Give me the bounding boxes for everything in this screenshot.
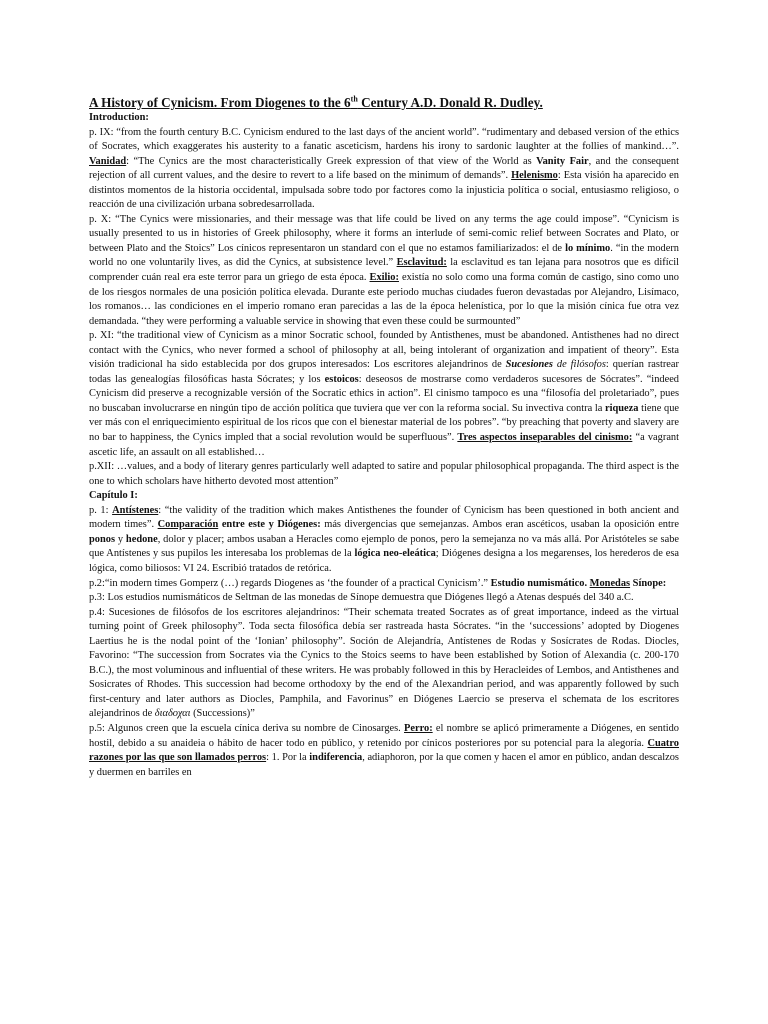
text-run: ; Diógenes designa a los megarenses, los herederos de esa lógica, como biliosos: VI 24. Escribió tratados de retórica. <box>89 548 679 574</box>
text-run: , adiaphoron, por la que comen y hacen el amor en público, andan descalzos y duermen en barriles en <box>89 752 679 778</box>
text-run: , and the consequent rejection of all current values, and the desire to revert to a life based on the minimum of demands”. <box>89 155 679 182</box>
text-run: : Esta visión ha aparecido en distintos momentos de la historia occidental, impulsada sobre todo por factores como la injusticia política o social, entusiasmo religioso, o reacción de una civilización urbana sobredesarrollada. <box>89 170 679 211</box>
chapter-heading: Capítulo I: <box>89 490 138 502</box>
title-text: A History of Cynicism. From Diogenes to the 6 <box>89 95 351 110</box>
text-run: entre este y Diógenes: <box>218 519 321 531</box>
text-run: p.5: Algunos creen que la escuela cínica deriva su nombre de Cinosarges. <box>89 722 404 734</box>
paragraph-p-3 <box>89 591 679 606</box>
text-run: Vanidad <box>89 155 127 167</box>
text-run: p. IX: “from the fourth century B.C. Cynicism endured to the last days of the ancient world”. “rudimentary and debased version of the ethics of Socrates, which exaggerates his austerity to a fanatic asceticism, hardens his irony to sardonic laughter at the follies of mankind…”. <box>89 126 679 153</box>
title-superscript: th <box>350 94 358 104</box>
text-run: indiferencia <box>309 752 363 764</box>
document-page <box>89 94 679 780</box>
text-run: Sínope: <box>630 577 667 589</box>
text-run: Cuatro razones por las que son llamados perros <box>89 737 679 764</box>
text-run: Comparación <box>157 519 219 531</box>
text-run: p.XII: …values, and a body of literary genres particularly well adapted to satire and popular philosophical propaganda. The third aspect is the one to which scholars have hitherto devoted most attention” <box>89 461 679 487</box>
paragraph-p-4 <box>89 606 679 722</box>
text-run: Helenismo <box>511 170 558 182</box>
text-run: Sucesiones <box>505 359 553 371</box>
text-run: “a vagrant ascetic life, an assault on all established… <box>89 432 680 458</box>
text-run: p. X: “The Cynics were missionaries, and their message was that life could be lived on any terms the age could impose”. “Cynicism is usually presented to us in histories of Greek philosophy, where it forms an interlude of semi-comic relief between Socrates and Plato, or between Plato and the Stoics” Los cínicos representaron un standard con el que no estamos familiarizados: el de <box>89 213 679 254</box>
text-run: el nombre se aplicó primeramente a Diógenes, en sentido hostil, debido a su anaideia o hábito de hacer todo en público, y retenido por cínicos posteriores por su potencial para la alegoría. <box>89 722 679 749</box>
text-run: hedone <box>125 533 158 545</box>
text-run: tiene que ver más con el enriquecimiento espiritual de los ricos que con el bienestar material de los pobres”. “by preaching that poverty and slavery are no bar to happiness, the Cynics impled that a social revolution would be superfluous”. <box>89 402 679 444</box>
text-run: : querían rastrear todas las genealogías filosóficas hasta Sócrates; y los <box>89 359 679 385</box>
introduction-heading: Introduction: <box>89 112 149 123</box>
text-run: : 1. Por la <box>266 752 310 764</box>
paragraph-p-ix <box>89 126 679 213</box>
paragraph-p-2 <box>89 577 679 592</box>
paragraph-p-xi <box>89 329 679 460</box>
text-run: : “the validity of the tradition which makes Antisthenes the founder of Cynicism has been questioned in both ancient and modern times”. <box>89 504 680 531</box>
text-run: p. 1: <box>89 504 113 516</box>
text-run: Vanity Fair <box>536 155 589 167</box>
text-run: lo mínimo <box>565 242 611 254</box>
text-run: ponos <box>89 533 115 545</box>
text-run: Monedas <box>589 577 631 589</box>
paragraph-p-xii <box>89 460 679 489</box>
paragraph-p-1 <box>89 504 679 577</box>
text-run: y <box>115 533 126 545</box>
text-run: Perro: <box>404 722 433 734</box>
text-run: . “in the modern world no one voluntarily lives, as did the Cynics, at subsistence level.” <box>89 242 679 269</box>
text-run: , dolor y placer; ambos usaban a Heracles como ejemplo de ponos, pero la semejanza no va más allá. Por Aristóteles se sabe que Antístenes y sus pupilos les interesaba los problemas de la <box>89 533 680 560</box>
text-run: existía no solo como una forma común de castigo, sino como uno de los riesgos normales de una posición política elevada. Durante este periodo muchas ciudades fueron devastadas por Alejandro, Lisímaco, los romanos… las condiciones en el imperio romano eran parecidas a las de la época helenística, por lo que la misión cínica fue otra vez demandada. “they were performing a valuable service in showing that even these could be surmounted” <box>89 272 679 327</box>
text-run: riqueza <box>605 402 639 414</box>
text-run: p.4: Sucesiones de filósofos de los escritores alejandrinos: “Their schemata treated Socrates as of great importance, indeed as the virtual turning point of Greek philosophy”. Toda secta filosófica debía ser rastreada hasta Sócrates. “in the ‘successions’ adopted by Diogenes Laertius he is the nodal point of the ‘Ionian’ philosophy”. Soción de Alejandría, Antístenes de Rodas y Sosícrates de Rodas. Diocles, Favorino: “The succession from Socrates via the Cynics to the Stoics seems to have been established by Sotion of Alexandia (c. 200-170 B.C.), the most voluminous and influential of these writers. He was probably followed in this by Heracleides of Lembos, and Antisthenes and Sosicrates of Rhodes. This succession had become orthodoxy by the end of the Alexandrian period, and was apparently followed by such first-century and later authors as Diocles, Pamphila, and Favorinus” en Diógenes Laercio se preserva el schemata de los escritores alejandrinos de <box>89 606 679 720</box>
text-run: : “The Cynics are the most characteristically Greek expression of that view of the World as <box>126 155 537 167</box>
text-run: Tres aspectos inseparables del cinismo: <box>457 432 633 444</box>
text-run: lógica neo-eleática <box>354 548 436 560</box>
text-run: (Successions)” <box>190 708 255 720</box>
text-run: : deseosos de mostrarse como verdaderos sucesores de Sócrates”. “indeed Cynicism did preserve a recognizable versión of the Socratic ethics in action”. El cinismo tampoco es una “filosofía del proletariado”, pues no buscaban involucrarse en ningún tipo de acción política que tuviera que ver con la reforma social. Su invectiva contra la <box>89 373 680 414</box>
text-run: la esclavitud es tan lejana para nosotros que es difícil comprender cuán real era este terror para un griego de esta época. <box>89 257 679 284</box>
text-run: διαδοχαι <box>154 708 191 720</box>
text-run: p.3: Los estudios numismáticos de Seltman de las monedas de Sínope demuestra que Diógenes llegó a Atenas después del 340 a.C. <box>89 592 634 604</box>
document-title <box>89 94 679 111</box>
text-run: p. XI: “the traditional view of Cynicism as a minor Socratic school, founded by Antisthenes, must be abandoned. Antisthenes had no direct contact with the Cynics, who never formed a school of philosophy at all, being intolerant of organization and impatient of theory”. Esta visión tradicional ha sido establecida por dos grupos interesados: Los escritores alejandrinos de <box>89 330 679 371</box>
text-run: estoicos <box>324 373 359 385</box>
text-run: Esclavitud: <box>396 257 447 269</box>
text-run: de filósofos <box>552 359 606 371</box>
text-run: más divergencias que semejanzas. Ambos eran ascéticos, usaban la oposición entre <box>320 519 679 531</box>
paragraph-p-5 <box>89 722 679 780</box>
text-run: Estudio numismático. <box>490 577 590 589</box>
title-text-end: Century A.D. Donald R. Dudley. <box>357 95 543 110</box>
text-run: p.2:“in modern times Gomperz (…) regards Diogenes as ‘the founder of a practical Cynicism’.” <box>89 577 491 589</box>
text-run: Exilio: <box>369 272 399 284</box>
text-run: Antístenes <box>112 504 159 516</box>
paragraph-p-x <box>89 213 679 329</box>
